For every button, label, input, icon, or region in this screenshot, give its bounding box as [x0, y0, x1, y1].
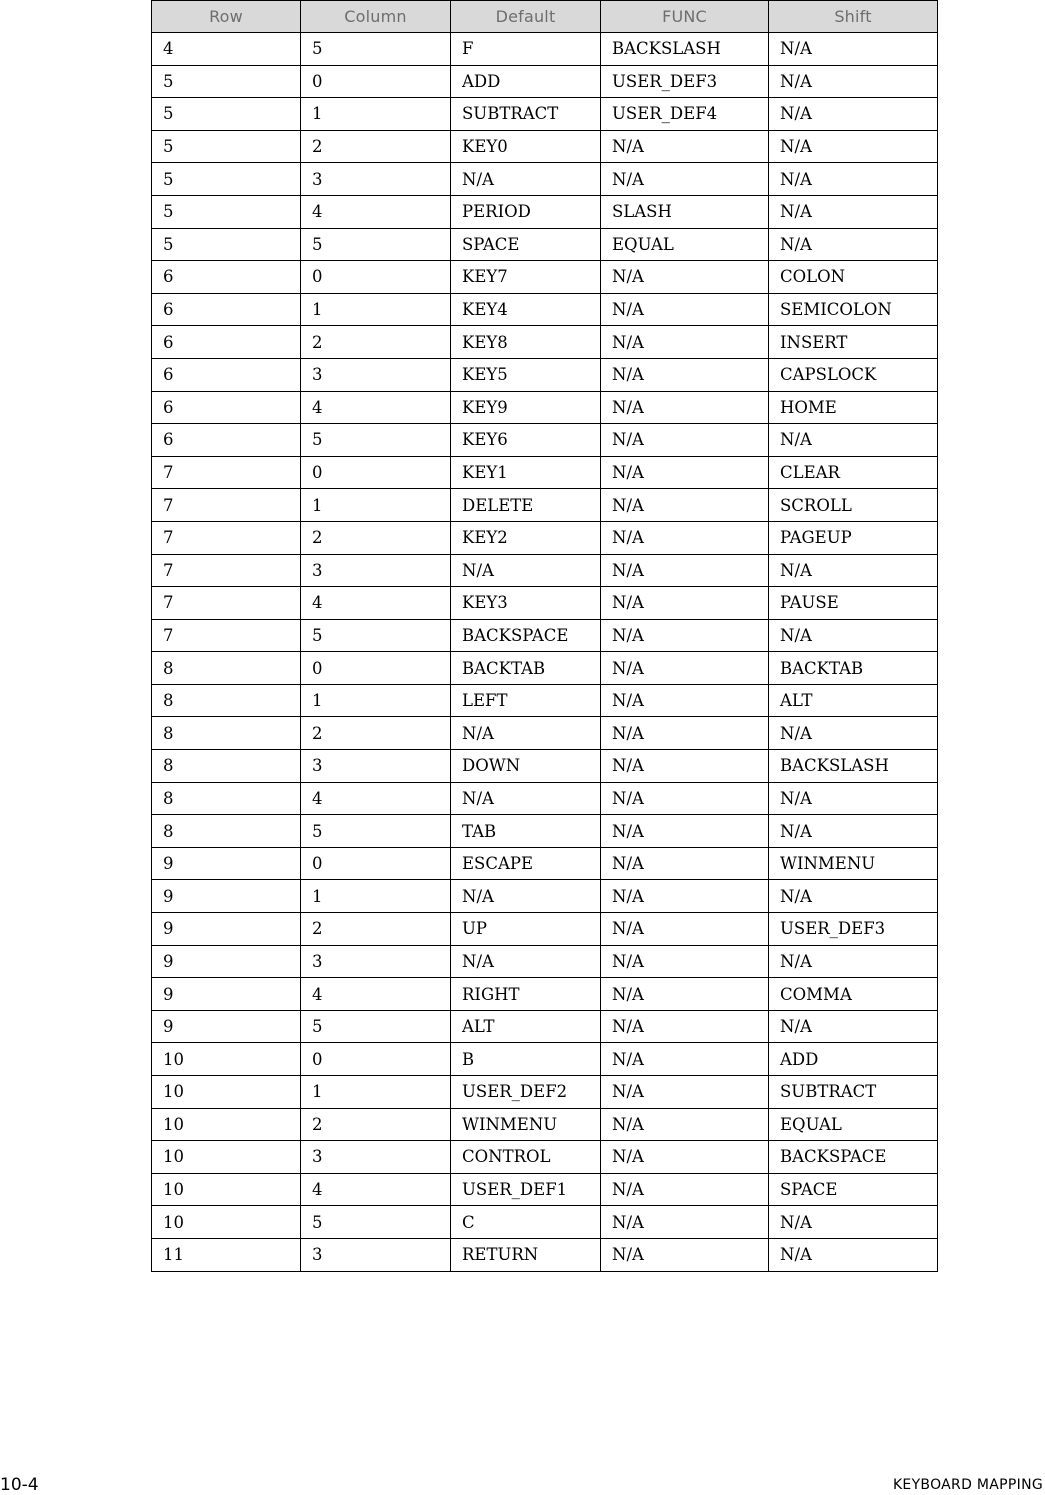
cell-shift: SCROLL	[769, 489, 938, 522]
cell-shift: N/A	[769, 815, 938, 848]
table-row	[152, 391, 938, 424]
cell-column: 5	[301, 1206, 451, 1239]
cell-column: 2	[301, 326, 451, 359]
cell-default: BACKSPACE	[451, 619, 601, 652]
cell-shift: N/A	[769, 33, 938, 66]
table-row	[152, 1076, 938, 1109]
table-row	[152, 228, 938, 261]
cell-default: ALT	[451, 1010, 601, 1043]
cell-shift: CLEAR	[769, 456, 938, 489]
cell-row: 8	[152, 684, 301, 717]
cell-func: N/A	[601, 293, 769, 326]
cell-shift: N/A	[769, 619, 938, 652]
table-row	[152, 521, 938, 554]
cell-column: 3	[301, 554, 451, 587]
cell-column: 2	[301, 717, 451, 750]
cell-shift: N/A	[769, 424, 938, 457]
cell-column: 4	[301, 782, 451, 815]
cell-shift: SUBTRACT	[769, 1076, 938, 1109]
cell-func: N/A	[601, 358, 769, 391]
cell-shift: N/A	[769, 945, 938, 978]
table-row	[152, 1141, 938, 1174]
cell-shift: N/A	[769, 65, 938, 98]
cell-row: 6	[152, 391, 301, 424]
header-row: Row	[152, 1, 301, 33]
cell-default: KEY4	[451, 293, 601, 326]
table-row	[152, 847, 938, 880]
cell-column: 0	[301, 261, 451, 294]
table-header-row	[152, 1, 938, 33]
table-row	[152, 293, 938, 326]
cell-shift: N/A	[769, 130, 938, 163]
cell-func: N/A	[601, 782, 769, 815]
table-row	[152, 978, 938, 1011]
cell-shift: USER_DEF3	[769, 913, 938, 946]
cell-func: N/A	[601, 326, 769, 359]
table-row	[152, 782, 938, 815]
cell-default: KEY5	[451, 358, 601, 391]
table-row	[152, 880, 938, 913]
cell-default: KEY3	[451, 587, 601, 620]
cell-shift: ALT	[769, 684, 938, 717]
cell-shift: BACKSPACE	[769, 1141, 938, 1174]
cell-func: BACKSLASH	[601, 33, 769, 66]
cell-column: 1	[301, 98, 451, 131]
cell-shift: CAPSLOCK	[769, 358, 938, 391]
cell-row: 5	[152, 195, 301, 228]
cell-row: 7	[152, 554, 301, 587]
cell-column: 3	[301, 1141, 451, 1174]
cell-column: 2	[301, 1108, 451, 1141]
cell-default: LEFT	[451, 684, 601, 717]
cell-column: 4	[301, 587, 451, 620]
cell-default: RIGHT	[451, 978, 601, 1011]
cell-column: 3	[301, 358, 451, 391]
cell-column: 0	[301, 652, 451, 685]
table-row	[152, 326, 938, 359]
table-row	[152, 1173, 938, 1206]
cell-column: 1	[301, 489, 451, 522]
cell-row: 6	[152, 261, 301, 294]
cell-shift: INSERT	[769, 326, 938, 359]
cell-default: DELETE	[451, 489, 601, 522]
cell-func: N/A	[601, 1010, 769, 1043]
cell-column: 4	[301, 978, 451, 1011]
cell-column: 2	[301, 521, 451, 554]
cell-row: 10	[152, 1043, 301, 1076]
cell-row: 5	[152, 130, 301, 163]
table-row	[152, 684, 938, 717]
cell-column: 3	[301, 945, 451, 978]
cell-column: 3	[301, 1238, 451, 1271]
cell-default: UP	[451, 913, 601, 946]
cell-shift: N/A	[769, 195, 938, 228]
cell-default: PERIOD	[451, 195, 601, 228]
cell-row: 6	[152, 326, 301, 359]
cell-shift: PAUSE	[769, 587, 938, 620]
cell-default: N/A	[451, 163, 601, 196]
cell-default: KEY9	[451, 391, 601, 424]
table-row	[152, 65, 938, 98]
cell-func: N/A	[601, 1076, 769, 1109]
cell-shift: N/A	[769, 717, 938, 750]
cell-row: 8	[152, 815, 301, 848]
cell-row: 9	[152, 880, 301, 913]
cell-column: 5	[301, 1010, 451, 1043]
cell-column: 1	[301, 293, 451, 326]
cell-row: 8	[152, 652, 301, 685]
cell-default: USER_DEF1	[451, 1173, 601, 1206]
cell-row: 4	[152, 33, 301, 66]
table-row	[152, 619, 938, 652]
cell-column: 4	[301, 195, 451, 228]
cell-default: USER_DEF2	[451, 1076, 601, 1109]
table-row	[152, 1043, 938, 1076]
cell-default: KEY2	[451, 521, 601, 554]
cell-shift: N/A	[769, 163, 938, 196]
header-func: FUNC	[601, 1, 769, 33]
cell-func: N/A	[601, 619, 769, 652]
cell-func: N/A	[601, 978, 769, 1011]
cell-shift: WINMENU	[769, 847, 938, 880]
cell-default: KEY6	[451, 424, 601, 457]
cell-func: N/A	[601, 750, 769, 783]
cell-default: KEY0	[451, 130, 601, 163]
cell-row: 7	[152, 489, 301, 522]
cell-row: 9	[152, 978, 301, 1011]
cell-column: 5	[301, 33, 451, 66]
cell-func: N/A	[601, 945, 769, 978]
cell-row: 7	[152, 456, 301, 489]
cell-func: N/A	[601, 1173, 769, 1206]
cell-row: 6	[152, 424, 301, 457]
cell-default: KEY7	[451, 261, 601, 294]
cell-shift: PAGEUP	[769, 521, 938, 554]
cell-row: 11	[152, 1238, 301, 1271]
cell-func: N/A	[601, 880, 769, 913]
page-number: 10-4	[0, 1475, 39, 1495]
cell-column: 3	[301, 163, 451, 196]
cell-func: N/A	[601, 1238, 769, 1271]
table-row	[152, 1238, 938, 1271]
cell-row: 10	[152, 1076, 301, 1109]
cell-func: N/A	[601, 1043, 769, 1076]
table-row	[152, 554, 938, 587]
cell-shift: HOME	[769, 391, 938, 424]
table-row	[152, 33, 938, 66]
table-header	[152, 1, 938, 33]
cell-func: N/A	[601, 717, 769, 750]
cell-func: N/A	[601, 1141, 769, 1174]
cell-func: N/A	[601, 163, 769, 196]
table-row	[152, 750, 938, 783]
cell-row: 7	[152, 587, 301, 620]
cell-default: N/A	[451, 782, 601, 815]
table-row	[152, 163, 938, 196]
cell-func: N/A	[601, 130, 769, 163]
cell-shift: EQUAL	[769, 1108, 938, 1141]
cell-default: WINMENU	[451, 1108, 601, 1141]
section-title-text: KEYBOARD MAPPING	[892, 1477, 1043, 1493]
cell-shift: N/A	[769, 880, 938, 913]
cell-row: 6	[152, 293, 301, 326]
cell-column: 4	[301, 391, 451, 424]
cell-default: C	[451, 1206, 601, 1239]
cell-func: EQUAL	[601, 228, 769, 261]
cell-column: 0	[301, 456, 451, 489]
cell-func: N/A	[601, 684, 769, 717]
cell-shift: N/A	[769, 554, 938, 587]
cell-column: 5	[301, 619, 451, 652]
cell-row: 10	[152, 1206, 301, 1239]
header-default: Default	[451, 1, 601, 33]
cell-column: 1	[301, 880, 451, 913]
cell-default: N/A	[451, 717, 601, 750]
cell-row: 10	[152, 1108, 301, 1141]
cell-row: 7	[152, 619, 301, 652]
cell-row: 9	[152, 1010, 301, 1043]
table-row	[152, 1010, 938, 1043]
cell-column: 4	[301, 1173, 451, 1206]
table-row	[152, 1108, 938, 1141]
table-row	[152, 358, 938, 391]
cell-default: RETURN	[451, 1238, 601, 1271]
cell-default: SUBTRACT	[451, 98, 601, 131]
cell-row: 8	[152, 782, 301, 815]
cell-column: 0	[301, 65, 451, 98]
table-row	[152, 130, 938, 163]
cell-func: N/A	[601, 587, 769, 620]
cell-row: 9	[152, 847, 301, 880]
cell-row: 5	[152, 65, 301, 98]
cell-row: 5	[152, 163, 301, 196]
keyboard-mapping-table	[151, 0, 938, 1272]
cell-shift: N/A	[769, 1238, 938, 1271]
header-shift: Shift	[769, 1, 938, 33]
table-row	[152, 456, 938, 489]
cell-column: 1	[301, 1076, 451, 1109]
section-title	[893, 1477, 1043, 1493]
cell-row: 8	[152, 750, 301, 783]
cell-shift: SEMICOLON	[769, 293, 938, 326]
table-row	[152, 717, 938, 750]
cell-func: N/A	[601, 815, 769, 848]
table-row	[152, 1206, 938, 1239]
cell-func: N/A	[601, 261, 769, 294]
cell-shift: ADD	[769, 1043, 938, 1076]
cell-default: TAB	[451, 815, 601, 848]
table-row	[152, 913, 938, 946]
cell-column: 0	[301, 1043, 451, 1076]
cell-default: ESCAPE	[451, 847, 601, 880]
cell-column: 0	[301, 847, 451, 880]
cell-default: ADD	[451, 65, 601, 98]
cell-column: 2	[301, 130, 451, 163]
cell-row: 10	[152, 1141, 301, 1174]
cell-func: USER_DEF3	[601, 65, 769, 98]
cell-func: N/A	[601, 847, 769, 880]
cell-default: F	[451, 33, 601, 66]
cell-shift: N/A	[769, 98, 938, 131]
cell-func: USER_DEF4	[601, 98, 769, 131]
cell-default: B	[451, 1043, 601, 1076]
cell-row: 9	[152, 945, 301, 978]
cell-func: SLASH	[601, 195, 769, 228]
table-row	[152, 195, 938, 228]
table-row	[152, 261, 938, 294]
cell-column: 5	[301, 228, 451, 261]
cell-column: 1	[301, 684, 451, 717]
cell-column: 2	[301, 913, 451, 946]
cell-func: N/A	[601, 913, 769, 946]
cell-column: 5	[301, 815, 451, 848]
cell-row: 6	[152, 358, 301, 391]
cell-func: N/A	[601, 652, 769, 685]
cell-default: DOWN	[451, 750, 601, 783]
cell-default: SPACE	[451, 228, 601, 261]
cell-shift: N/A	[769, 1206, 938, 1239]
cell-column: 3	[301, 750, 451, 783]
cell-shift: N/A	[769, 1010, 938, 1043]
cell-row: 5	[152, 98, 301, 131]
cell-func: N/A	[601, 391, 769, 424]
cell-row: 7	[152, 521, 301, 554]
cell-default: N/A	[451, 880, 601, 913]
cell-default: N/A	[451, 945, 601, 978]
cell-default: KEY1	[451, 456, 601, 489]
cell-row: 8	[152, 717, 301, 750]
cell-shift: N/A	[769, 228, 938, 261]
cell-func: N/A	[601, 1108, 769, 1141]
cell-default: KEY8	[451, 326, 601, 359]
cell-row: 10	[152, 1173, 301, 1206]
cell-shift: N/A	[769, 782, 938, 815]
cell-row: 9	[152, 913, 301, 946]
table-row	[152, 652, 938, 685]
table-row	[152, 98, 938, 131]
cell-shift: COLON	[769, 261, 938, 294]
cell-default: BACKTAB	[451, 652, 601, 685]
cell-func: N/A	[601, 521, 769, 554]
table-row	[152, 424, 938, 457]
cell-shift: SPACE	[769, 1173, 938, 1206]
cell-func: N/A	[601, 554, 769, 587]
cell-func: N/A	[601, 424, 769, 457]
cell-func: N/A	[601, 489, 769, 522]
cell-func: N/A	[601, 456, 769, 489]
cell-default: CONTROL	[451, 1141, 601, 1174]
cell-shift: BACKSLASH	[769, 750, 938, 783]
cell-column: 5	[301, 424, 451, 457]
table-row	[152, 945, 938, 978]
table-row	[152, 815, 938, 848]
cell-shift: BACKTAB	[769, 652, 938, 685]
cell-func: N/A	[601, 1206, 769, 1239]
table-body	[152, 33, 938, 1272]
cell-row: 5	[152, 228, 301, 261]
table-row	[152, 489, 938, 522]
cell-default: N/A	[451, 554, 601, 587]
header-column: Column	[301, 1, 451, 33]
cell-shift: COMMA	[769, 978, 938, 1011]
table-row	[152, 587, 938, 620]
